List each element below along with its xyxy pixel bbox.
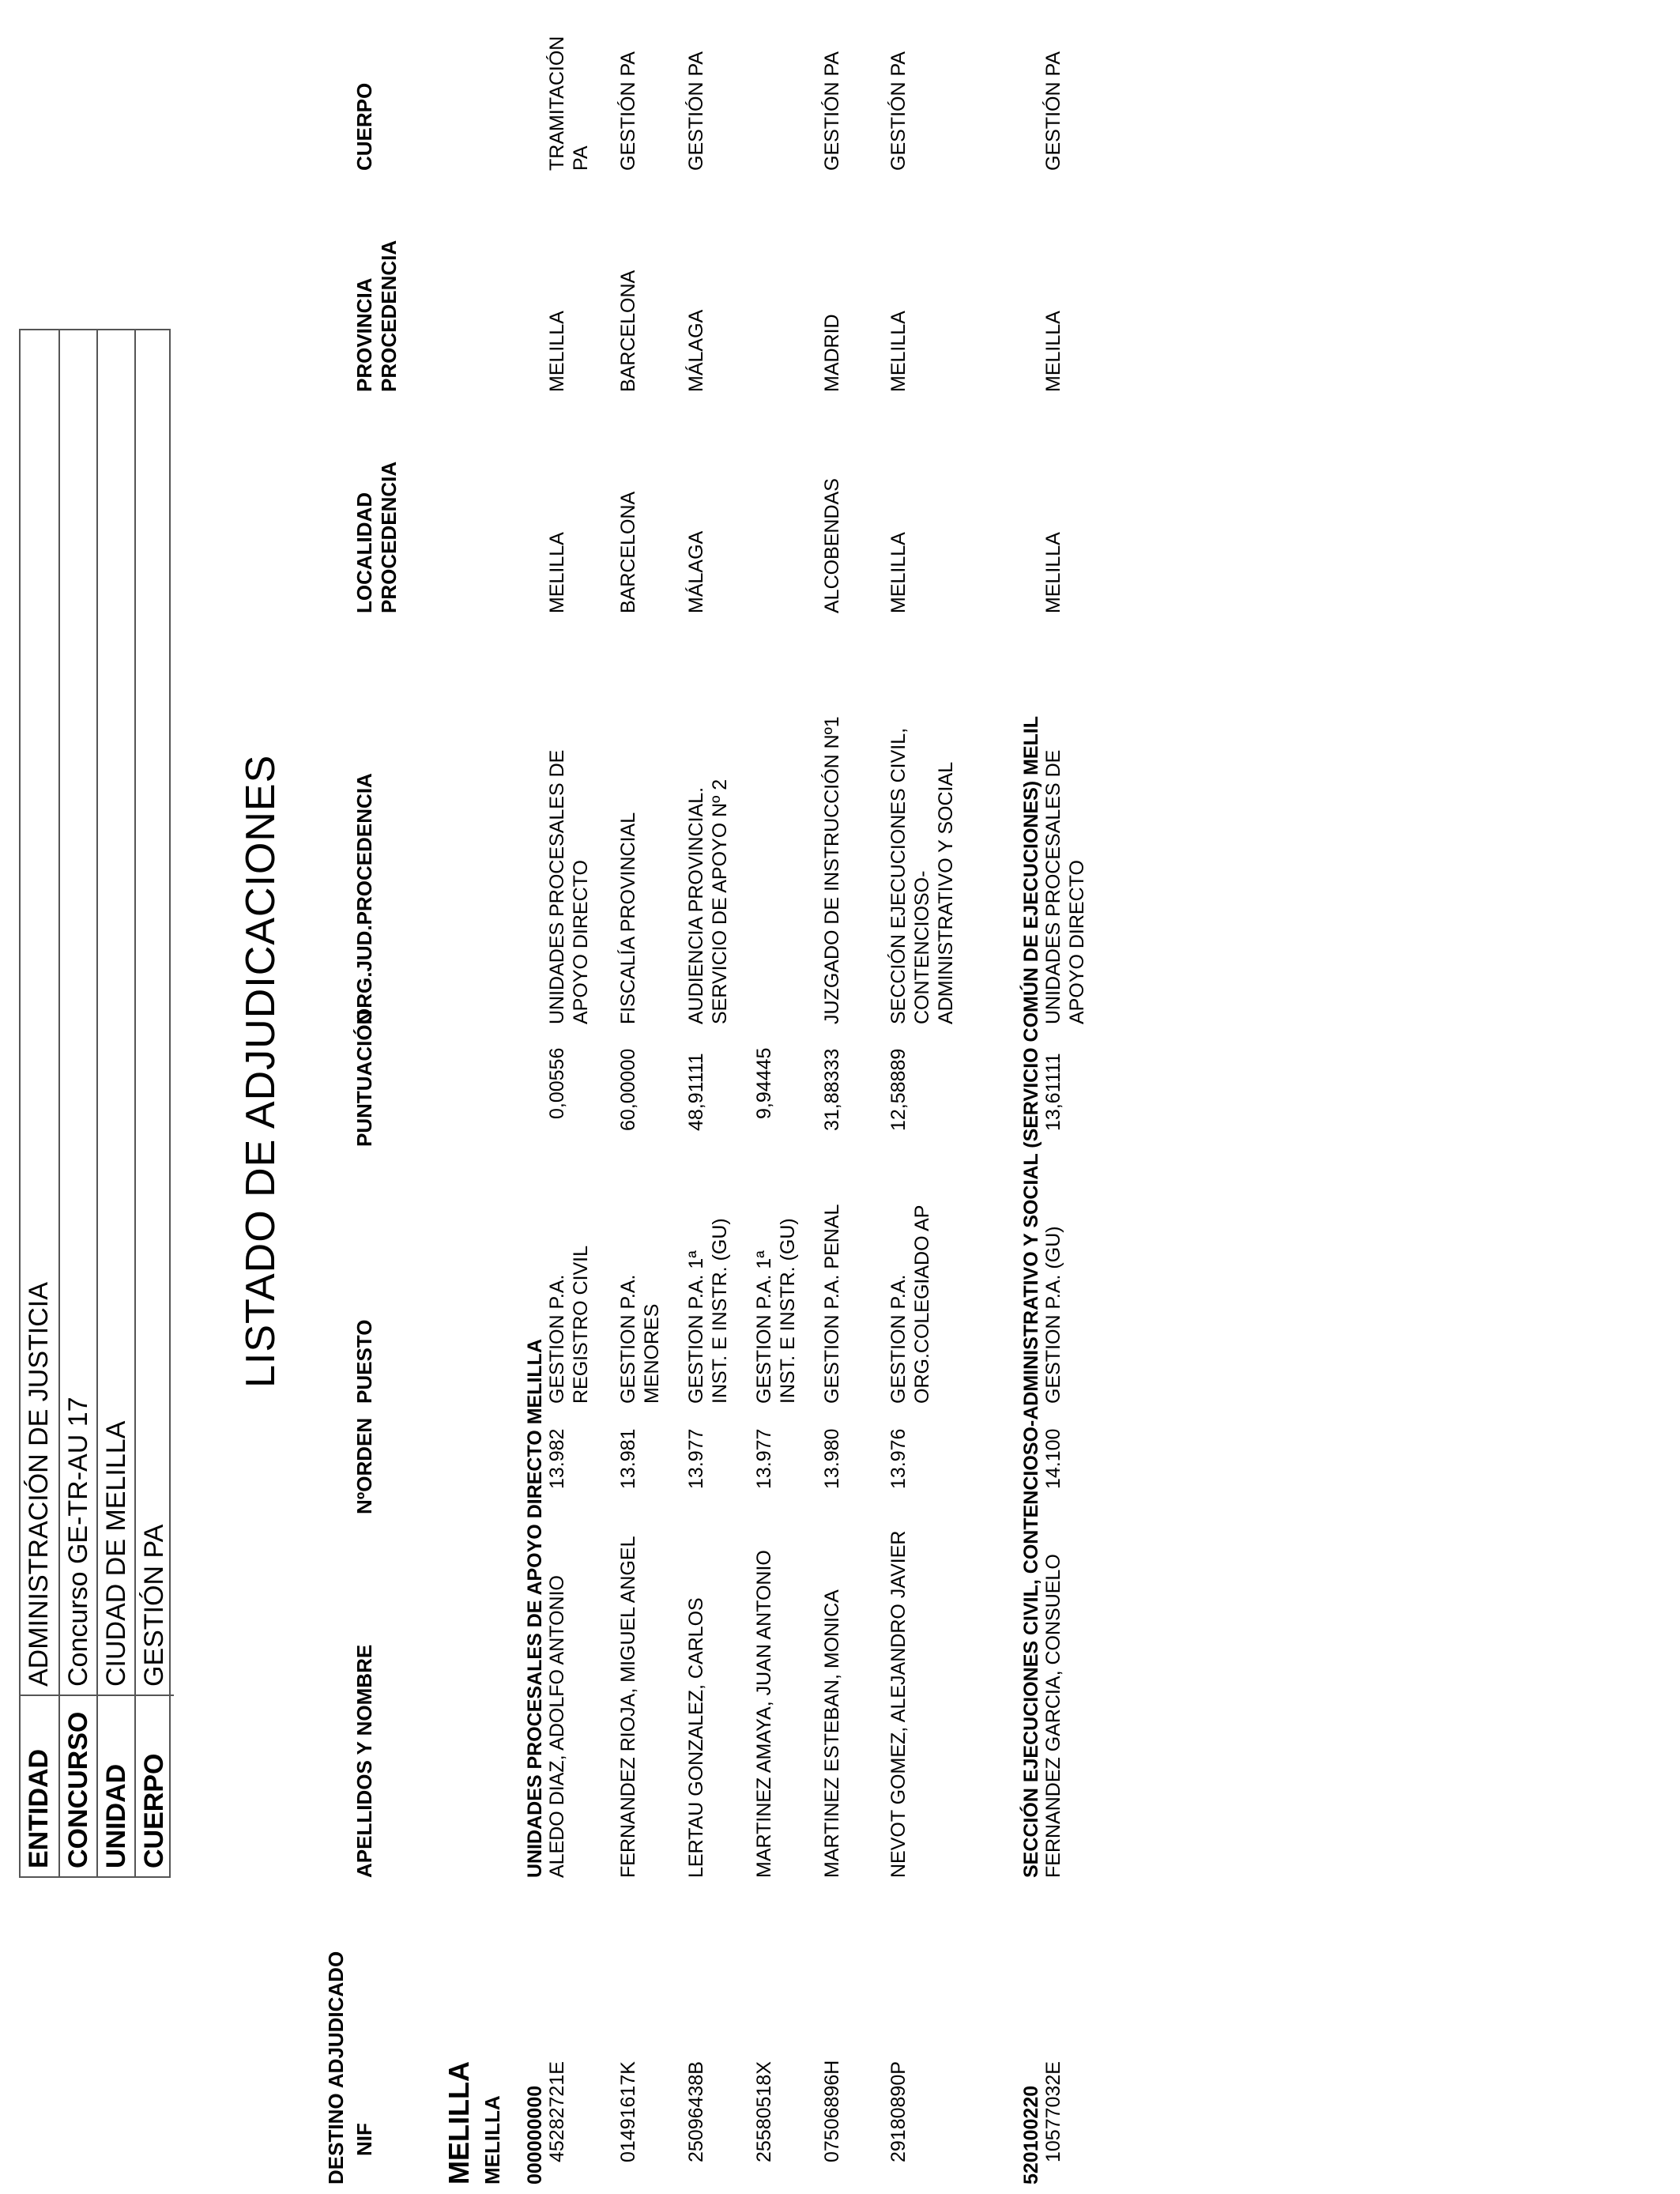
- cell-orgjud: [820, 716, 844, 1024]
- cell-puesto-line: GESTION P.A.: [546, 1274, 568, 1404]
- cell-puesto-line: GESTION P.A. 1ª: [685, 1250, 707, 1404]
- cell-norden: 13.977: [685, 1428, 707, 1489]
- cell-puesto: [820, 1204, 844, 1404]
- cell-orgjud-line: APOYO DIRECTO: [1066, 860, 1088, 1024]
- info-key: CONCURSO: [63, 1711, 93, 1868]
- col-header-provincia-line2: PROCEDENCIA: [377, 239, 401, 392]
- cell-nombre: ALEDO DIAZ, ADOLFO ANTONIO: [546, 1575, 568, 1878]
- cell-puesto-line: REGISTRO CIVIL: [570, 1245, 592, 1404]
- cell-nif: 01491617K: [617, 2061, 639, 2162]
- group-name: SECCIÓN EJECUCIONES CIVIL, CONTENCIOSO-ADMINISTRATIVO Y SOCIAL (SERVICIO COMÚN DE EJECUCIONES) MELIL: [1020, 715, 1042, 1878]
- info-key: CUERPO: [139, 1753, 169, 1868]
- cell-nif: 10577032E: [1042, 2061, 1064, 2162]
- cell-nombre: FERNANDEZ GARCIA, CONSUELO: [1042, 1554, 1064, 1878]
- cell-provincia: MÁLAGA: [685, 309, 707, 392]
- info-row-unidad: [96, 330, 134, 1876]
- cell-orgjud: [616, 812, 640, 1024]
- cell-puesto-line: MENORES: [641, 1303, 663, 1404]
- col-header-localidad-line1: LOCALIDAD: [352, 492, 376, 613]
- col-header-localidad-line2: PROCEDENCIA: [377, 461, 401, 613]
- cell-orgjud-line: AUDIENCIA PROVINCIAL.: [685, 786, 707, 1024]
- cell-orgjud: [545, 750, 593, 1024]
- cell-provincia: MELILLA: [887, 311, 910, 392]
- info-value: GESTIÓN PA: [139, 1524, 169, 1687]
- cell-cuerpo-line: GESTIÓN PA: [617, 51, 639, 171]
- col-header-orgjud: ORG.JUD.PROCEDENCIA: [352, 773, 376, 1024]
- col-header-cuerpo: CUERPO: [352, 82, 376, 171]
- cell-cuerpo: [1042, 51, 1065, 171]
- cell-localidad: MELILLA: [887, 532, 910, 613]
- cell-cuerpo-line: GESTIÓN PA: [887, 51, 910, 171]
- col-header-provincia-line1: PROVINCIA: [352, 277, 376, 392]
- info-value: Concurso GE-TR-AU 17: [63, 1397, 93, 1687]
- cell-puesto: [1042, 1226, 1065, 1404]
- cell-localidad: BARCELONA: [617, 491, 639, 613]
- page-title: LISTADO DE ADJUDICACIONES: [238, 754, 284, 1388]
- info-key: UNIDAD: [101, 1763, 131, 1868]
- info-row-entidad: [21, 330, 58, 1876]
- cell-orgjud-line: UNIDADES PROCESALES DE: [546, 749, 568, 1024]
- cell-cuerpo: [545, 36, 593, 171]
- cell-localidad: MELILLA: [546, 532, 568, 613]
- cell-puntuacion: 12,58889: [887, 1048, 910, 1131]
- col-header-nombre: APELLIDOS Y NOMBRE: [352, 1644, 376, 1878]
- cell-orgjud-line: SERVICIO DE APOYO Nº 2: [709, 778, 731, 1024]
- cell-nombre: MARTINEZ ESTEBAN, MONICA: [821, 1589, 843, 1878]
- cell-puesto-line: GESTION P.A. 1ª: [753, 1250, 775, 1404]
- cell-orgjud-line: CONTENCIOSO-: [911, 870, 933, 1024]
- info-value: CIUDAD DE MELILLA: [101, 1420, 131, 1687]
- cell-norden: 13.977: [753, 1428, 775, 1489]
- cell-puesto-line: INST. E INSTR. (GU): [709, 1218, 731, 1404]
- cell-norden: 13.980: [821, 1428, 843, 1489]
- cell-orgjud-line: SECCIÓN EJECUCIONES CIVIL,: [887, 727, 910, 1024]
- cell-provincia: BARCELONA: [617, 270, 639, 392]
- cell-puesto-line: GESTION P.A.: [887, 1274, 910, 1404]
- cell-orgjud: [887, 728, 958, 1024]
- cell-nif: 25580518X: [753, 2061, 775, 2162]
- cell-puesto: [752, 1218, 800, 1404]
- col-header-destino: DESTINO ADJUDICADO: [324, 1951, 348, 2185]
- cell-orgjud: [684, 779, 732, 1024]
- cell-orgjud-line: FISCALÍA PROVINCIAL: [617, 812, 639, 1024]
- col-header-localidad: [352, 462, 401, 613]
- cell-nif: 45282721E: [546, 2061, 568, 2162]
- cell-cuerpo-line: GESTIÓN PA: [1042, 51, 1064, 171]
- cell-puesto: [545, 1246, 593, 1404]
- cell-puntuacion: 48,91111: [685, 1053, 707, 1131]
- info-value: ADMINISTRACIÓN DE JUSTICIA: [24, 1282, 54, 1687]
- cell-puesto-line: INST. E INSTR. (GU): [777, 1218, 799, 1404]
- cell-provincia: MADRID: [821, 314, 843, 392]
- cell-cuerpo-line: GESTIÓN PA: [685, 51, 707, 171]
- cell-puesto: [616, 1275, 664, 1404]
- cell-localidad: ALCOBENDAS: [821, 478, 843, 613]
- cell-norden: 13.982: [546, 1428, 568, 1489]
- info-divider: [60, 1695, 98, 1696]
- cell-cuerpo: [887, 51, 910, 171]
- cell-puntuacion: 31,88333: [821, 1048, 843, 1131]
- cell-cuerpo: [616, 51, 640, 171]
- cell-nombre: FERNANDEZ RIOJA, MIGUEL ANGEL: [617, 1536, 639, 1878]
- col-header-norden: NºORDEN: [352, 1417, 376, 1514]
- col-header-provincia: [352, 240, 401, 392]
- cell-nif: 07506896H: [821, 2060, 843, 2162]
- cell-norden: 14.100: [1042, 1428, 1064, 1489]
- cell-orgjud-line: ADMINISTRATIVO Y SOCIAL: [935, 761, 957, 1024]
- cell-nombre: MARTINEZ AMAYA, JUAN ANTONIO: [753, 1550, 775, 1878]
- subregion-heading: MELILLA: [480, 2095, 504, 2185]
- group-code: 520100220: [1020, 2085, 1042, 2185]
- cell-puesto-line: GESTION P.A. (GU): [1042, 1226, 1064, 1404]
- cell-puntuacion: 0,00556: [546, 1047, 568, 1119]
- cell-norden: 13.981: [617, 1428, 639, 1489]
- cell-puesto: [887, 1205, 934, 1404]
- col-header-nif: NIF: [352, 2123, 376, 2156]
- cell-orgjud-line: APOYO DIRECTO: [570, 860, 592, 1024]
- info-divider: [21, 1695, 58, 1696]
- info-divider: [98, 1695, 136, 1696]
- cell-orgjud: [1042, 750, 1089, 1024]
- cell-localidad: MELILLA: [1042, 532, 1064, 613]
- cell-orgjud-line: UNIDADES PROCESALES DE: [1042, 749, 1064, 1024]
- cell-nif: 25096438B: [685, 2061, 707, 2162]
- cell-puesto-line: GESTION P.A.: [617, 1274, 639, 1404]
- cell-nombre: NEVOT GOMEZ, ALEJANDRO JAVIER: [887, 1530, 910, 1878]
- info-row-cuerpo: [134, 330, 172, 1876]
- cell-puntuacion: 13,61111: [1042, 1053, 1064, 1131]
- cell-nombre: LERTAU GONZALEZ, CARLOS: [685, 1597, 707, 1878]
- cell-cuerpo-line: PA: [570, 145, 592, 171]
- cell-cuerpo: [820, 51, 844, 171]
- region-heading: MELILLA: [443, 2061, 475, 2185]
- cell-provincia: MELILLA: [546, 311, 568, 392]
- header-info-box: [19, 329, 171, 1878]
- cell-puesto-line: ORG.COLEGIADO AP: [911, 1204, 933, 1404]
- cell-puntuacion: 60,00000: [617, 1048, 639, 1131]
- cell-nif: 29180890P: [887, 2061, 910, 2162]
- group-code: 000000000: [524, 2085, 546, 2185]
- col-header-puesto: PUESTO: [352, 1319, 376, 1404]
- info-row-concurso: [58, 330, 96, 1876]
- cell-cuerpo-line: GESTIÓN PA: [821, 51, 843, 171]
- cell-puesto: [684, 1218, 732, 1404]
- cell-puesto-line: GESTION P.A. PENAL: [821, 1204, 843, 1404]
- col-header-puntuacion: PUNTUACIÓN: [352, 1009, 376, 1147]
- cell-norden: 13.976: [887, 1428, 910, 1489]
- group-name: UNIDADES PROCESALES DE APOYO DIRECTO MELILLA: [524, 1338, 546, 1878]
- cell-puntuacion: 9,94445: [753, 1047, 775, 1119]
- cell-cuerpo-line: TRAMITACIÓN: [546, 36, 568, 171]
- info-divider: [136, 1695, 174, 1696]
- cell-provincia: MELILLA: [1042, 311, 1064, 392]
- cell-cuerpo: [684, 51, 708, 171]
- cell-localidad: MÁLAGA: [685, 530, 707, 613]
- info-key: ENTIDAD: [24, 1748, 54, 1868]
- cell-orgjud-line: JUZGADO DE INSTRUCCIÓN Nº1: [821, 716, 843, 1024]
